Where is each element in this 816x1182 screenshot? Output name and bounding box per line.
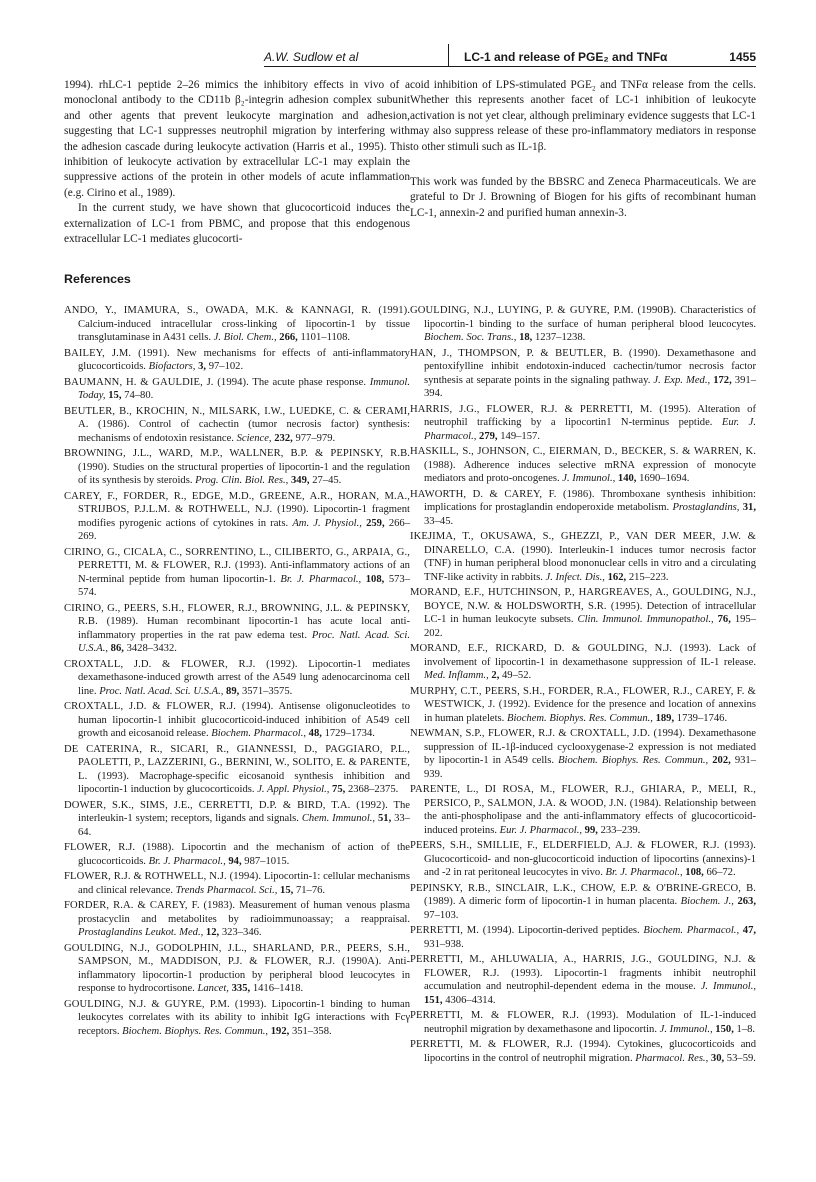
reference-journal: Chem. Immunol.,: [301, 813, 376, 824]
reference-pages: 1416–1418.: [252, 983, 304, 994]
reference-entry: [64, 405, 410, 446]
reference-authors: BEUTLER, B., KROCHIN, N., MILSARK, I.W., LUEDKE, C. & CERAMI, A. (1986).: [64, 405, 410, 430]
reference-journal: Lancet,: [197, 983, 229, 994]
reference-entry: [64, 546, 410, 600]
body-paragraph-2: In the current study, we have shown that glucocorticoid induces the externalization of LC-1 from PBMC, and propose that this endogenous extracellular LC-1 mediates glucocorti-: [64, 202, 410, 246]
reference-volume: 232,: [274, 432, 293, 444]
reference-title: Characteristics of lipocortin-1 binding to the surface of human peripheral blood leucocytes.: [424, 305, 757, 330]
reference-entry: [410, 586, 756, 640]
reference-pages: 977–979.: [295, 432, 336, 444]
reference-authors: HARRIS, J.G., FLOWER, R.J. & PERRETTI, M. (1995).: [410, 403, 691, 415]
reference-authors: NEWMAN, S.P., FLOWER, R.J. & CROXTALL, J.D. (1994).: [410, 728, 686, 739]
reference-entry: [410, 953, 756, 1007]
reference-volume: 3,: [198, 361, 207, 372]
reference-entry: [410, 403, 756, 444]
references-heading: References: [64, 272, 131, 286]
reference-journal: Prostaglandins Leukot. Med.,: [78, 927, 204, 938]
reference-pages: 53–59.: [726, 1052, 756, 1064]
reference-journal: Biochem. Biophys. Res. Commun.,: [558, 755, 709, 766]
reference-pages: 74–80.: [124, 390, 154, 401]
reference-entry: [64, 347, 410, 374]
reference-volume: 202,: [712, 755, 731, 766]
reference-journal: Prog. Clin. Biol. Res.,: [195, 475, 289, 486]
reference-volume: 108,: [685, 867, 704, 878]
reference-pages: 49–52.: [502, 670, 532, 681]
reference-journal: Biochem. Pharmacol.,: [211, 728, 306, 739]
running-header-authors: A.W. Sudlow et al: [264, 50, 359, 64]
reference-authors: BAILEY, J.M. (1991).: [64, 347, 170, 359]
reference-journal: J. Immunol.,: [562, 473, 616, 484]
reference-volume: 162,: [607, 571, 627, 583]
reference-journal: Eur. J. Pharmacol.,: [499, 824, 583, 836]
reference-title: Antisense oligonucleotides to human lipocortin-1 inhibit glucocorticoid-induced inhibition of A549 cell growth and eicosanoid release.: [78, 701, 410, 739]
reference-pages: 33–45.: [424, 515, 454, 527]
reference-pages: 931–938.: [424, 938, 464, 950]
reference-volume: 192,: [270, 1025, 290, 1037]
reference-authors: PERRETTI, M., AHLUWALIA, A., HARRIS, J.G., GOULDING, N.J. & FLOWER, R.J. (1993).: [410, 954, 756, 979]
reference-volume: 15,: [280, 884, 294, 896]
reference-title: Studies on the structural properties of lipocortin-1 and the regulation of its synthesis by steroids.: [78, 461, 410, 486]
reference-authors: PERRETTI, M. (1994).: [410, 925, 515, 936]
reference-authors: FORDER, R.A. & CAREY, F. (1983).: [64, 900, 236, 911]
reference-journal: J. Immunol.,: [700, 981, 756, 992]
reference-entry: [64, 899, 410, 940]
reference-journal: J. Immunol.,: [659, 1023, 713, 1035]
header-rule: [264, 66, 756, 67]
reference-entry: [410, 924, 756, 951]
reference-journal: Pharmacol. Res.,: [635, 1052, 709, 1064]
reference-journal: J. Appl. Physiol.,: [257, 784, 330, 795]
reference-journal: Clin. Immunol. Immunopathol.,: [577, 614, 714, 625]
reference-volume: 47,: [742, 925, 757, 936]
reference-title: Lack of involvement of lipocortin-1 in dexamethasone suppression of IL-1 release.: [424, 643, 756, 668]
reference-volume: 94,: [228, 855, 242, 867]
reference-entry: [64, 998, 410, 1039]
reference-authors: BAUMANN, H. & GAULDIE, J. (1994).: [64, 376, 249, 388]
reference-entry: [410, 839, 756, 880]
reference-volume: 335,: [231, 983, 251, 994]
reference-authors: HASKILL, S., JOHNSON, C., EIERMAN, D., BECKER, S. & WARREN, K. (1988).: [410, 446, 756, 471]
references-heading-wrap: [64, 272, 410, 301]
reference-volume: 263,: [737, 896, 756, 907]
reference-journal: Proc. Natl. Acad. Sci. U.S.A.,: [78, 629, 410, 654]
reference-authors: DOWER, S.K., SIMS, J.E., CERRETTI, D.P. & BIRD, T.A. (1992).: [64, 799, 388, 811]
reference-pages: 97–103.: [424, 909, 459, 921]
reference-pages: 1101–1108.: [300, 332, 351, 343]
running-header: [64, 44, 756, 66]
reference-pages: 2368–2375.: [347, 784, 399, 795]
reference-entry: [64, 841, 410, 868]
reference-pages: 1739–1746.: [676, 712, 728, 724]
reference-title: Lipocortin-1 fragment modifies pyrogenic actions of cytokines in rats.: [78, 504, 410, 529]
reference-authors: PEPINSKY, R.B., SINCLAIR, L.K., CHOW, E.P. & O'BRINE-GRECO, B. (1989).: [410, 882, 756, 907]
reference-journal: Science,: [236, 432, 272, 444]
reference-journal: Biochem. Soc. Trans.,: [424, 332, 517, 343]
reference-pages: 1690–1694.: [639, 473, 690, 484]
reference-pages: 3428–3432.: [126, 643, 177, 654]
reference-entry: [64, 942, 410, 996]
reference-journal: J. Biol. Chem.,: [213, 332, 277, 343]
reference-volume: 259,: [366, 517, 385, 529]
reference-volume: 18,: [519, 332, 533, 343]
reference-journal: J. Exp. Med.,: [653, 374, 711, 386]
reference-authors: PARENTE, L., DI ROSA, M., FLOWER, R.J., GHIARA, P., MELI, R., PERSICO, P., SALMON, J.A. & WOOD, J.N. (1984).: [410, 784, 756, 809]
running-header-title: LC-1 and release of PGE₂ and TNFα: [464, 50, 668, 64]
reference-volume: 75,: [332, 784, 346, 795]
reference-title: A dimeric form of lipocortin-1 in human placenta.: [458, 896, 678, 907]
reference-title: The interleukin-1 system; receptors, ligands and signals.: [78, 799, 410, 824]
reference-title: Calcium-induced intracellular cross-linking of lipocortin-1 by tissue transglutaminase in A431 cells.: [78, 318, 410, 343]
reference-authors: FLOWER, R.J. (1988).: [64, 842, 175, 853]
reference-journal: Eur. J. Pharmacol.,: [424, 417, 756, 442]
reference-entry: [64, 602, 410, 656]
reference-authors: CAREY, F., FORDER, R., EDGE, M.D., GREENE, A.R., HORAN, M.A., STRIJBOS, P.J.L.M. & ROTHWELL, N.J. (1990).: [64, 490, 410, 515]
reference-authors: PERRETTI, M. & FLOWER, R.J. (1993).: [410, 1010, 619, 1021]
reference-title: Modulation of IL-1-induced neutrophil migration by dexamethasone and lipocortin.: [424, 1010, 756, 1035]
reference-pages: 351–358.: [291, 1025, 332, 1037]
reference-volume: 30,: [710, 1052, 725, 1064]
reference-authors: GOULDING, N.J., GODOLPHIN, J.L., SHARLAND, P.R., PEERS, S.H., SAMPSON, M., MADDISON, P.J. & FLOWER, R.J. (1990A).: [64, 942, 410, 967]
reference-title: Anti-inflammatory lipocortin-1 production by peripheral blood leucocytes in response to hydrocortisone.: [78, 956, 410, 994]
reference-title: Dexamethasone suppression of IL-1β-induced cyclooxygenase-2 expression is not mediated by lipocortin-1 in A549 cells.: [424, 728, 756, 766]
reference-volume: 2,: [491, 670, 500, 681]
reference-journal: Biochem. Biophys. Res. Commun.,: [122, 1025, 269, 1037]
reference-entry: [64, 743, 410, 797]
reference-entry: [410, 642, 756, 683]
reference-entry: [410, 1009, 756, 1036]
reference-title: Lipocortin-1 mediates dexamethasone-induced growth arrest of the A549 lung adenocarcinoma cell line.: [78, 658, 411, 697]
header-divider: [448, 44, 449, 66]
reference-journal: Immunol. Today,: [78, 376, 410, 401]
reference-authors: CROXTALL, J.D. & FLOWER, R.J. (1992).: [64, 658, 298, 670]
reference-journal: Prostaglandins,: [672, 502, 740, 513]
reference-authors: CROXTALL, J.D. & FLOWER, R.J. (1994).: [64, 701, 274, 712]
reference-pages: 987–1015.: [244, 855, 290, 867]
reference-entry: [64, 376, 410, 403]
reference-authors: GOULDING, N.J. & GUYRE, P.M. (1993).: [64, 998, 267, 1010]
reference-journal: Biochem. Biophys. Res. Commun.,: [506, 712, 653, 724]
reference-title: Detection of intracellular LC-1 in human leukocyte subsets.: [424, 600, 756, 625]
reference-title: Alteration of neutrophil trafficking by a lipocortin1 N-terminus peptide.: [424, 403, 756, 428]
body-paragraph-1: 1994). rhLC-1 peptide 2–26 mimics the inhibitory effects in vivo of a monoclonal antibody to the CD11b β₂-integrin adhesion complex subunit and other agents that prevent leukocyte margination and adhesion, suggesting that LC-1 suppresses neutrophil migration by interfering with the adhesion cascade during leukocyte activation (Harris et al., 1995). This inhibition of leukocyte activation by extracellular LC-1 may explain the suppressive actions of the protein in other models of acute inflammation (e.g. Cirino et al., 1989).: [64, 79, 410, 199]
reference-entry: [410, 445, 756, 486]
reference-entry: [410, 530, 756, 584]
reference-title: Anti-inflammatory actions of an N-terminal peptide from human lipocortin-1.: [78, 560, 410, 585]
right-column-body: [410, 78, 756, 221]
reference-authors: HAWORTH, D. & CAREY, F. (1986).: [410, 488, 595, 500]
reference-authors: ANDO, Y., IMAMURA, S., OWADA, M.K. & KANNAGI, R. (1991).: [64, 305, 410, 316]
reference-authors: MORAND, E.F., HUTCHINSON, P., HARGREAVES, A., GOULDING, N.J., BOYCE, N.W. & HOLDSWORTH, S.R. (1995).: [410, 587, 756, 612]
reference-volume: 279,: [479, 430, 498, 442]
reference-title: Macrophage-specific eicosanoid synthesis inhibition and lipocortin-1 induction by glucocorticoids.: [78, 770, 410, 795]
reference-journal: Proc. Natl. Acad. Sci. U.S.A.,: [99, 685, 224, 697]
reference-authors: DE CATERINA, R., SICARI, R., GIANNESSI, D., PAGGIARO, P.L., PAOLETTI, P., LAZZERINI, G., BERNINI, W., SOLITO, E. & PARENTE, L. (1993).: [64, 743, 410, 782]
reference-journal: Br. J. Pharmacol.,: [605, 867, 683, 878]
reference-entry: [64, 658, 410, 699]
reference-title: Interleukin-1 induces tumor necrosis factor (TNF) in human peripheral blood mononuclear cells in vitro and a circulating TNF-like activity in rabbits.: [424, 544, 756, 583]
reference-entry: [64, 799, 410, 840]
reference-title: Lipocortin-1: cellular mechanisms and clinical relevance.: [78, 871, 410, 896]
reference-entry: [410, 488, 756, 529]
reference-volume: 15,: [108, 390, 122, 401]
reference-pages: 215–223.: [628, 571, 669, 583]
reference-entry: [64, 304, 410, 345]
reference-volume: 150,: [715, 1023, 734, 1035]
reference-title: Lipocortin-1 binding to human leukocytes correlates with its ability to inhibit IgG interactions with Fcγ receptors.: [78, 998, 410, 1037]
reference-entry: [410, 727, 756, 781]
reference-volume: 76,: [717, 614, 731, 625]
reference-entry: [64, 700, 410, 741]
reference-title: Lipocortin-derived peptides.: [518, 925, 640, 936]
reference-journal: Biochem. Pharmacol.,: [643, 925, 740, 936]
reference-pages: 233–239.: [600, 824, 641, 836]
reference-entry: [410, 685, 756, 726]
reference-volume: 108,: [365, 573, 385, 585]
reference-pages: 3571–3575.: [241, 685, 293, 697]
reference-entry: [410, 1038, 756, 1065]
reference-entry: [64, 870, 410, 897]
reference-entry: [64, 490, 410, 544]
reference-title: Glucocorticoid- and non-glucocorticoid induction of lipocortins (annexins)-1 and -2 in rat peritoneal leucocytes in vivo.: [424, 853, 756, 878]
reference-title: Human recombinant lipocortin-1 has acute local anti-inflammatory properties in the rat paw edema test.: [78, 616, 411, 641]
reference-title: Lipocortin-1 fragments inhibit neutrophil accumulation and neutrophil-dependent edema in the mouse.: [424, 967, 757, 992]
reference-authors: CIRINO, G., PEERS, S.H., FLOWER, R.J., BROWNING, J.L. & PEPINSKY, R.B. (1989).: [64, 602, 410, 627]
reference-title: Dexamethasone and pentoxifylline inhibit endotoxin-induced cachectin/tumor necrosis factor synthesis at separate points in the signaling pathway.: [424, 347, 756, 386]
reference-pages: 27–45.: [312, 475, 342, 486]
reference-entry: [410, 304, 756, 345]
reference-pages: 1237–1238.: [534, 332, 586, 343]
reference-title: Adherence induces selective mRNA expression of monocyte mediators and proto-oncogenes.: [424, 459, 756, 484]
reference-journal: Br. J. Pharmacol.,: [280, 573, 362, 585]
reference-pages: 33–64.: [78, 813, 410, 838]
reference-pages: 266–269.: [78, 517, 410, 542]
reference-volume: 189,: [655, 712, 675, 724]
reference-pages: 573–574.: [78, 573, 411, 598]
reference-authors: MURPHY, C.T., PEERS, S.H., FORDER, R.A., FLOWER, R.J., CAREY, F. & WESTWICK, J. (1992).: [410, 685, 756, 710]
reference-title: Thromboxane synthesis inhibition: implications for prostaglandin endoperoxide metabolism.: [424, 488, 757, 513]
reference-journal: Trends Pharmacol. Sci.,: [175, 884, 278, 896]
reference-journal: J. Infect. Dis.,: [545, 571, 605, 583]
reference-title: The acute phase response.: [252, 376, 367, 388]
reference-authors: PEERS, S.H., SMILLIE, F., ELDERFIELD, A.J. & FLOWER, R.J. (1993).: [410, 840, 756, 851]
reference-authors: HAN, J., THOMPSON, P. & BEUTLER, B. (1990).: [410, 347, 661, 359]
reference-journal: Med. Inflamm.,: [424, 670, 489, 681]
reference-authors: FLOWER, R.J. & ROTHWELL, N.J. (1994).: [64, 871, 262, 882]
reference-volume: 140,: [617, 473, 637, 484]
reference-title: Cytokines, glucocorticoids and lipocortins in the control of neutrophil migration.: [424, 1039, 756, 1064]
reference-journal: Biofactors,: [148, 361, 196, 372]
reference-volume: 12,: [205, 927, 220, 938]
reference-pages: 195–202.: [424, 614, 756, 639]
reference-volume: 51,: [377, 813, 392, 824]
reference-volume: 349,: [290, 475, 310, 486]
reference-pages: 1729–1734.: [324, 728, 375, 739]
reference-title: Control of cachectin (tumor necrosis factor) synthesis: mechanisms of endotoxin resistance.: [78, 419, 410, 444]
reference-title: Relationship between the anti-phospholipase and the anti-inflammatory effects of glucocorticoid-induced proteins.: [424, 797, 756, 836]
reference-volume: 151,: [424, 994, 443, 1006]
reference-title: Evidence for the presence and location of annexins in human platelets.: [424, 699, 756, 724]
reference-pages: 931–939.: [424, 755, 757, 780]
page-number: 1455: [729, 50, 756, 64]
reference-volume: 172,: [713, 374, 732, 386]
reference-volume: 86,: [110, 643, 124, 654]
reference-entry: [410, 783, 756, 837]
acknowledgement: This work was funded by the BBSRC and Zeneca Pharmaceuticals. We are grateful to Dr J. Browning of Biogen for his gifts of recombinant human LC-1, annexin-2 and purified human annexin-3.: [410, 176, 756, 219]
reference-title: Measurement of human venous plasma prostacyclin and metabolites by radioimmunoassay; a reappraisal.: [78, 900, 410, 925]
reference-journal: Br. J. Pharmacol.,: [148, 855, 226, 867]
reference-authors: GOULDING, N.J., LUYING, P. & GUYRE, P.M. (1990B).: [410, 305, 677, 316]
reference-authors: BROWNING, J.L., WARD, M.P., WALLNER, B.P. & PEPINSKY, R.B. (1990).: [64, 448, 410, 473]
reference-volume: 89,: [226, 685, 240, 697]
reference-volume: 99,: [584, 824, 598, 836]
reference-pages: 71–76.: [295, 884, 326, 896]
reference-pages: 4306–4314.: [445, 994, 496, 1006]
references-right-column: [410, 304, 756, 1067]
reference-authors: CIRINO, G., CICALA, C., SORRENTINO, L., CILIBERTO, G., ARPAIA, G., PERRETTI, M. & FLOWER, R.J. (1993).: [64, 546, 410, 571]
reference-title: New mechanisms for effects of anti-inflammatory glucocorticoids.: [78, 347, 410, 372]
reference-pages: 323–346.: [221, 927, 262, 938]
reference-volume: 31,: [742, 502, 756, 513]
reference-pages: 149–157.: [500, 430, 540, 442]
body-paragraph-3: coid inhibition of LPS-stimulated PGE₂ and TNFα release from the cells. Whether this represents another facet of LC-1 inhibition of leukocyte activation is not yet clear, although preliminary evidence suggests that LC-1 may also suppress release of these pro-inflammatory mediators in response to other stimuli such as IL-1β.: [410, 79, 756, 153]
reference-entry: [410, 882, 756, 923]
reference-pages: 66–72.: [706, 867, 736, 878]
reference-title: Lipocortin and the mechanism of action of the glucocorticoids.: [78, 842, 410, 867]
reference-authors: MORAND, E.F., RICKARD, D. & GOULDING, N.J. (1993).: [410, 643, 712, 654]
left-column-body: [64, 78, 410, 247]
reference-pages: 97–102.: [208, 361, 244, 372]
reference-volume: 48,: [308, 728, 322, 739]
references-left-column: [64, 304, 410, 1040]
reference-entry: [64, 447, 410, 488]
reference-pages: 1–8.: [736, 1023, 756, 1035]
reference-authors: IKEJIMA, T., OKUSAWA, S., GHEZZI, P., VAN DER MEER, J.W. & DINARELLO, C.A. (1990).: [410, 531, 756, 556]
reference-journal: Biochem. J.,: [680, 896, 734, 907]
reference-pages: 391–394.: [424, 374, 756, 399]
reference-journal: Am. J. Physiol.,: [292, 517, 362, 529]
reference-entry: [410, 347, 756, 401]
reference-volume: 266,: [279, 332, 298, 343]
reference-authors: PERRETTI, M. & FLOWER, R.J. (1994).: [410, 1039, 611, 1050]
